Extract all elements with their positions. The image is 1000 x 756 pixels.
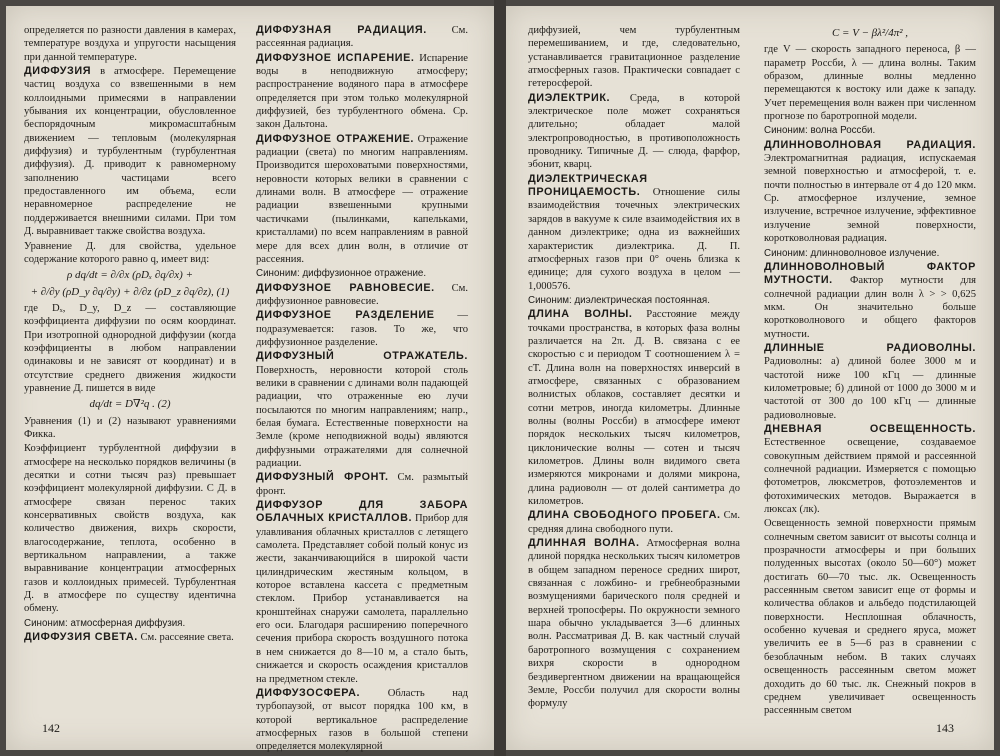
entry-text: См. размытый фронт. [256, 472, 468, 497]
entry-text: Область над турбопаузой, от высот порядка 100 км, в которой вертикальное распределение атмосферных газов в большой степени определяется молекулярной [256, 687, 468, 753]
entry-headword: ДЛИНА ВОЛНЫ. [528, 308, 633, 321]
dictionary-entry [256, 309, 468, 349]
page-number-left: 142 [42, 721, 60, 735]
entry-text: Коэффициент турбулентной диффузии в атмосфере на несколько порядков величины (в десятки и сотни тысяч раз) превышает коэффициент молекулярной диффузии. С Д. в атмосфере связан перенос таких консервативных свойств воздуха, как количество движения, вихрь скорости, влагосодержание, теплота, особенно в вертикальном направлении, а также выравнивание концентрации атмосферных газов и коллоидных примесей. Турбулентная Д. в атмосфере по существу идентична обмену. [24, 443, 236, 615]
entry-text: См. рассеянная радиация. [256, 25, 468, 50]
entry-headword: ДИФФУЗОР ДЛЯ ЗАБОРА ОБЛАЧНЫХ КРИСТАЛЛОВ. [256, 499, 468, 525]
paragraph [24, 302, 236, 395]
entry-text: в атмосфере. Перемещение частиц воздуха со взвешенными в нем коллоидными примесями в направлении убывания их концентрации, обусловленное беспорядочным микромасштабным движением — тепловым (молекулярная диффузия) и турбулентным (турбулентная диффузия). Д. приводит к равномерному заполнению частицами всего предоставленного им объема, если неравномерное распределение не поддерживается внешними силами. При том Д. выравнивает также свойства воздуха. [24, 66, 236, 238]
entry-text: где V — скорость западного переноса, β — параметр Россби, λ — длина волны. Таким образом, длинные волны медленно перемещаются к востоку или даже к западу. Учет перемещения волн важен при численном прогнозе по баротропной модели. [764, 44, 976, 123]
dictionary-entry [528, 92, 740, 172]
entry-headword: ДИФФУЗИЯ СВЕТА. [24, 631, 138, 644]
paragraph [764, 517, 976, 717]
entry-text: См. средняя длина свободного пути. [528, 510, 740, 535]
entry-headword: ДИЭЛЕКТРИЧЕСКАЯ ПРОНИЦАЕМОСТЬ. [528, 172, 648, 199]
right-page [506, 6, 994, 750]
dictionary-entry [528, 173, 740, 293]
dictionary-entry [24, 631, 236, 644]
synonym-line: Синоним: волна Россби. [764, 125, 876, 137]
entry-text: где Dₓ, D_y, D_z — составляющие коэффициента диффузии по осям координат. При изотропной однородной диффузии (когда коэффициенты в любом направлении одинаковы и не зависят от координат) и в отсутствие среднего движения жидкости уравнение Д. пишется в виде [24, 302, 236, 394]
paragraph [764, 43, 976, 123]
entry-text: Прибор для улавливания облачных кристаллов с летящего самолета. Представляет собой полый конус из жести, заканчивающийся в широкой части цилиндрическим жестяным кольцом, в которое вставлена кассета с предметным стеклом. Прибор устанавливается на кронштейнах снаружи самолета, параллельно его оси. Благодаря расширению поперечного сечения прибора скорость воздушного потока в нем снижается до 8—10 м, а стало быть, снижается и скорость осаждения кристаллов на предметном стекле. [256, 513, 468, 685]
dictionary-entry [764, 261, 976, 341]
dictionary-entry [528, 509, 740, 536]
paragraph [528, 24, 740, 91]
formula: ρ dq/dt = ∂/∂x (ρDₓ ∂q/∂x) + [66, 269, 194, 282]
entry-headword: ДЛИНА СВОБОДНОГО ПРОБЕГА. [528, 509, 721, 522]
paragraph [24, 415, 236, 442]
dictionary-entry [256, 133, 468, 266]
entry-headword: ДНЕВНАЯ ОСВЕЩЕННОСТЬ. [764, 422, 976, 435]
entry-headword: ДИФФУЗНАЯ РАДИАЦИЯ. [256, 24, 427, 36]
formula: dq/dt = D∇²q . (2) [89, 398, 171, 411]
dictionary-entry [256, 24, 468, 51]
entry-text: См. диффузионное равновесие. [256, 282, 468, 307]
entry-headword: ДИФФУЗНОЕ ОТРАЖЕНИЕ. [256, 132, 414, 145]
entry-text: Отношение силы взаимодействия точечных электрических зарядов в вакууме к силе взаимодействия их в данном диэлектрике; одна из важнейших характеристик диэлектрика. Д. П. атмосферных газов при 0° очень близка к единице; для сухого воздуха в целом — 1,000576. [528, 187, 740, 292]
entry-text: Расстояние между точками пространства, в которых фаза волны различается на 2π. Д. В. связана с ее скоростью c и периодом T соотношением λ = cT. Длина волн на поверхностях инверсий в атмосфере, связанных с образованием волнистых облаков, составляет десятки и сотни метров, иногда километры. Длинные волны (волны Россби) в атмосфере имеют порядок нескольких тысяч километров, циклонические волны — сотен и тысяч километров. Длины волн видимого света измеряются микронами и долями микрона, длина радиоволн — от долей сантиметра до километров. [528, 309, 740, 508]
dictionary-entry [764, 139, 976, 246]
entry-headword: ДИФФУЗНЫЙ ФРОНТ. [256, 471, 389, 484]
dictionary-entry [256, 687, 468, 754]
entry-text: Освещенность земной поверхности прямым солнечным светом зависит от высоты солнца и прозрачности атмосферы и при больших полуденных высотах (около 50—60°) может достигать 60—70 тыс. лк. Освещенность рассеянным светом зависит еще от формы и количества облаков и альбедо подстилающей поверхности. Несплошная облачность, особенно кучевая и среднего яруса, может увеличить ее в 5—6 раз в сравнении с безоблачным небом. В таких случаях освещенность рассеянным светом может доходить до 60 тыс. лк. Снежный покров в среднем увеличивает освещенность рассеянным светом [764, 518, 976, 717]
left-column-1 [24, 24, 236, 704]
left-column-2 [256, 24, 469, 753]
synonym-line: Синоним: длинноволновое излучение. [764, 247, 940, 259]
entry-text: Электромагнитная радиация, испускаемая земной поверхностью и атмосферой, т. е. почти полностью в интервале от 4 до 120 мкм. Ср. атмосферное излучение, земное излучение, встречное излучение, эффективное излучение земной поверхности, коротковолновая радиация. [764, 153, 976, 245]
entry-text: Поверхность, неровности которой столь велики в сравнении с длинами волн падающей радиации, что отраженные ею лучи посылаются по многим направлениям; напр., белая бумага. Естественные поверхности на Земле (кроме неподвижной воды) являются диффузными отражателями для солнечной радиации. [256, 364, 468, 469]
right-column-2 [764, 24, 976, 717]
entry-headword: ДИФФУЗИЯ [24, 65, 92, 78]
left-page [6, 6, 494, 753]
entry-headword: ДЛИННОВОЛНОВЫЙ ФАКТОР МУТНОСТИ. [764, 260, 976, 287]
dictionary-entry [256, 350, 468, 470]
dictionary-entry [256, 471, 468, 498]
dictionary-entry [256, 499, 468, 686]
entry-text: Фактор мутности для солнечной радиации длин волн λ > > 0,625 мкм. Он значительно больше коротковолнового и общего факторов мутности. [764, 275, 976, 340]
dictionary-entry [528, 537, 740, 710]
dictionary-entry [764, 342, 976, 422]
entry-text: Испарение воды в неподвижную атмосферу; распространение водяного пара в атмосфере определяется при этом только молекулярной диффузией, без турбулентного обмена. Ср. закон Дальтона. [256, 52, 468, 131]
paragraph [24, 24, 236, 64]
entry-headword: ДЛИННОВОЛНОВАЯ РАДИАЦИЯ. [764, 138, 976, 151]
paragraph [24, 442, 236, 615]
synonym-line: Синоним: диэлектрическая постоянная. [528, 294, 710, 306]
entry-headword: ДИФФУЗНОЕ РАЗДЕЛЕНИЕ [256, 309, 435, 322]
entry-text: Уравнение Д. для свойства, удельное содержание которого равно q, имеет вид: [24, 240, 236, 265]
entry-headword: ДИЭЛЕКТРИК. [528, 91, 611, 104]
right-column-1 [528, 24, 740, 710]
entry-text: См. рассеяние света. [137, 632, 234, 644]
dictionary-entry [256, 282, 468, 309]
dictionary-entry [24, 65, 236, 238]
dictionary-entry [528, 308, 740, 508]
entry-headword: ДЛИННЫЕ РАДИОВОЛНЫ. [764, 341, 976, 354]
entry-headword: ДИФФУЗОСФЕРА. [256, 686, 361, 699]
dictionary-entry [764, 423, 976, 516]
entry-headword: ДИФФУЗНЫЙ ОТРАЖАТЕЛЬ. [256, 350, 468, 363]
formula: C = V − βλ²/4π² , [831, 27, 909, 39]
entry-headword: ДИФФУЗНОЕ ИСПАРЕНИЕ. [256, 51, 415, 64]
paragraph [24, 240, 236, 267]
synonym-line: Синоним: атмосферная диффузия. [24, 617, 186, 629]
dictionary-entry [256, 52, 468, 132]
formula: + ∂/∂y (ρD_y ∂q/∂y) + ∂/∂z (ρD_z ∂q/∂z), (1) [30, 285, 230, 298]
entry-text: диффузией, чем турбулентным перемешиванием, и где, следовательно, устанавливается гравитационное разделение атмосферных газов. Практически совпадает с гетеросферой. [528, 25, 740, 90]
entry-text: Радиоволны: а) длиной более 3000 м и частотой ниже 100 кГц — длинные километровые; б) длиной от 1000 до 3000 м и частотой от 300 до 100 кГц — длинные радиоволновые. [764, 356, 976, 421]
entry-text: — подразумевается: газов. То же, что диффузионное разделение. [256, 310, 468, 348]
entry-text: определяется по разности давления в камерах, температуре воздуха и упругости насыщения при данной температуре. [24, 25, 236, 63]
entry-text: Атмосферная волна длиной порядка нескольких тысяч километров в общем западном переносе средних широт, связанная с ложбино- и гребнеобразными возмущениями барического поля средней и верхней тропосферы. По окружности земного шара обычно укладывается 3—6 длинных волн. Рассматривая Д. В. как частный случай баротропного возмущения с сохранением вихря скорости в однородном бездивергентном движении на вращающейся Земле, Россби получил для скорости волны формулу [528, 538, 740, 710]
entry-text: Среда, в которой электрическое поле может сохраняться длительно; обладает малой электропроводностью, в противоположность проводнику. Типичные Д. — слюда, фарфор, эбонит, кварц. [528, 92, 740, 171]
entry-text: Естественное освещение, создаваемое совокупным действием прямой и рассеянной солнечной радиации. Измеряется с помощью фотометров, люксметров, фотоэлементов и фотохимических методов. Выражается в люксах (лк). [764, 437, 976, 516]
book-gutter [494, 0, 506, 756]
entry-text: Уравнения (1) и (2) называют уравнениями Фикка. [24, 415, 236, 440]
entry-text: Отражение радиации (света) по многим направлениям. Производится шероховатыми поверхностями, неровности которых велики в сравнении с длинами волн. В атмосфере — отражение радиации взвешенными крупными частичками (пылинками, капельками, кристаллами) по всем направлениям в равной мере для всех длин волн, в отличие от рассеяния. [256, 133, 469, 265]
entry-headword: ДЛИННАЯ ВОЛНА. [528, 537, 640, 550]
entry-headword: ДИФФУЗНОЕ РАВНОВЕСИЕ. [256, 281, 435, 294]
page-number-right: 143 [936, 721, 954, 735]
synonym-line: Синоним: диффузионное отражение. [256, 268, 427, 280]
